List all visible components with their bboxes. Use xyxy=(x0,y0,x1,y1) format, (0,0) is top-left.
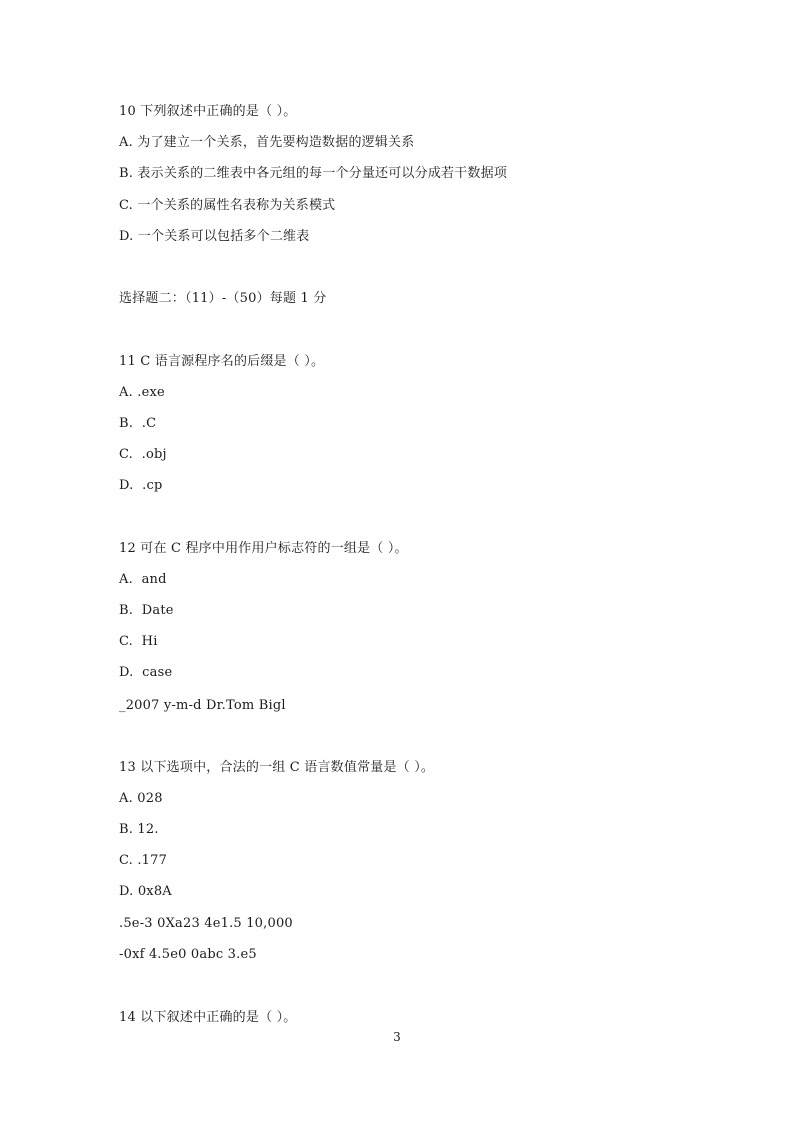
question-12-option-b: B. Date xyxy=(119,603,174,618)
question-13-extra-line-1: .5e-3 0Xa23 4e1.5 10,000 xyxy=(119,916,293,931)
section-heading: 选择题二：（11）-（50）每题 1 分 xyxy=(119,291,327,306)
page-number: 3 xyxy=(393,1030,401,1044)
question-11-stem: 11 C 语言源程序名的后缀是（ ）。 xyxy=(119,354,325,369)
question-12-option-a: A. and xyxy=(119,572,167,587)
question-11-option-d: D. .cp xyxy=(119,478,163,493)
question-13-option-d: D. 0x8A xyxy=(119,884,172,899)
question-11-option-a: A. .exe xyxy=(119,385,165,400)
question-12-option-d: D. case xyxy=(119,665,173,680)
question-13-option-b: B. 12. xyxy=(119,822,159,837)
question-12-stem: 12 可在 C 程序中用作用户标志符的一组是（ ）。 xyxy=(119,541,408,556)
question-10-option-b: B. 表示关系的二维表中各元组的每一个分量还可以分成若干数据项 xyxy=(119,166,508,181)
question-10-stem: 10 下列叙述中正确的是（ ）。 xyxy=(119,104,297,119)
question-10-option-a: A. 为了建立一个关系，首先要构造数据的逻辑关系 xyxy=(119,135,415,150)
question-13-extra-line-2: -0xf 4.5e0 0abc 3.e5 xyxy=(119,947,257,962)
question-12-option-c: C. Hi xyxy=(119,634,158,649)
question-11-option-b: B. .C xyxy=(119,416,157,431)
question-13-stem: 13 以下选项中，合法的一组 C 语言数值常量是（ ）。 xyxy=(119,760,435,775)
question-13-option-a: A. 028 xyxy=(119,791,163,806)
question-12-extra-line: _2007 y-m-d Dr.Tom Bigl xyxy=(119,698,286,713)
question-10-option-d: D. 一个关系可以包括多个二维表 xyxy=(119,229,310,244)
question-14-stem: 14 以下叙述中正确的是（ ）。 xyxy=(119,1010,297,1025)
question-10-option-c: C. 一个关系的属性名表称为关系模式 xyxy=(119,198,336,213)
question-11-option-c: C. .obj xyxy=(119,447,167,462)
question-13-option-c: C. .177 xyxy=(119,853,168,868)
